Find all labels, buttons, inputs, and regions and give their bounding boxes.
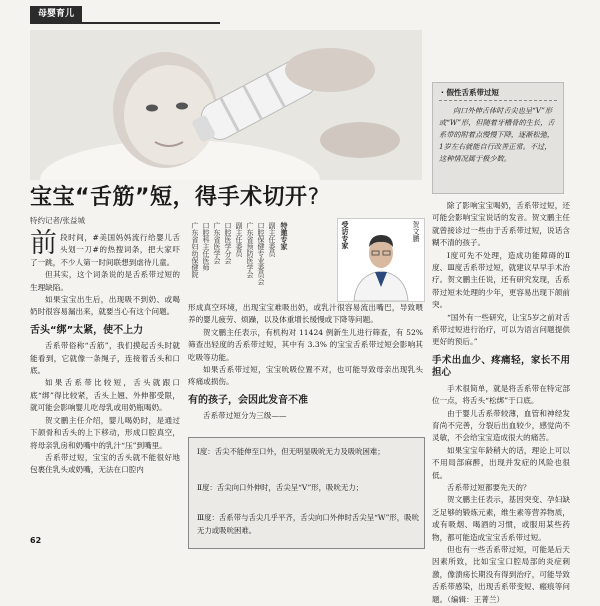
lead-text: 段时间，#美国妈妈流行给婴儿舌头划一刀#的热搜词条，把大家吓了一跳，不少人第一时间联想到虐待儿童。 [30, 233, 180, 267]
section-tag: 母婴育儿 [30, 6, 82, 22]
paragraph: 贺文鹏主任表示，基因突变、孕妇缺乏足够的锻炼元素，维生素等营养物质，或有吸烟、喝酒的习惯，或服用某些药物，都可能造成宝宝舌系带过短。 [432, 495, 570, 542]
expert-line: 口腔保健专业委员会 [257, 222, 265, 285]
paragraph: 但其实，这个词条说的是舌系带过短的生理缺陷。 [30, 270, 180, 292]
grade-item: Ⅱ度：舌尖向口外伸时，舌尖呈“V”形，吸吮无力； [197, 483, 364, 492]
paragraph: 如果宝宝出生后，出现吸不到奶、或喝奶时很容易漏出来，就要当心有这个问题。 [30, 295, 180, 317]
headline-part1: 宝宝 [30, 185, 76, 210]
byline: 特约记者/张益城 [30, 216, 86, 225]
doctor-name: 贺文鹏 [412, 221, 420, 242]
subheading: 手术出血少、疼痛轻，家长不用担心 [432, 354, 570, 379]
sidebar-title: · 假性舌系带过短 [441, 88, 499, 97]
paragraph: 舌系带过短，宝宝的舌头就不能很好地包裹住乳头或奶嘴，无法在口腔内 [30, 452, 180, 475]
paragraph: 舌系带俗称“舌筋”，我们摸起舌头时就能看到，它就像一条绳子，连接着舌头和口底。 [30, 341, 180, 376]
hero-photo-baby-bottle [30, 30, 422, 180]
grade-item: Ⅰ度：舌尖不能伸至口外，但无明显吸吮无力及吸吮困难； [197, 447, 385, 456]
paragraph: 形成真空环境，出现宝宝难吸出奶，或乳汁很容易流出嘴巴，导致喂养的婴儿疲劳、烦躁，以及体重增长缓慢或下降等问题。 [188, 303, 423, 325]
page-number: 62 [30, 536, 42, 545]
paragraph: 如果舌系带过短，宝宝吮吸位置不对，也可能导致母亲出现乳头疼痛或损伤。 [188, 365, 423, 387]
baby-bottle-illustration [30, 30, 422, 180]
article-column-2 [188, 302, 423, 423]
paragraph: 除了影响宝宝喝奶，舌系带过短，还可能会影响宝宝说话的发音。贺文鹏主任就曾接诊过一些由于舌系带过短，说话含糊不清的孩子。 [432, 201, 570, 248]
expert-line: 特邀专家 [280, 222, 289, 250]
paragraph: “国外有一些研究，让宝5岁之前对舌系带过短进行治疗，可以为语言问题提供更好的预后。” [432, 312, 570, 347]
lead-paragraph [30, 228, 180, 269]
paragraph: 如果舌系带比较短，舌头就跟口底“绑”得比较紧，舌头上翘、外伸都受限，就可能会影响婴儿吃母乳或用奶瓶喝奶。 [30, 378, 180, 413]
paragraph: 但也有一些舌系带过短，可能是后天因素所致，比如宝宝口腔局部的炎症刺激，像溃疡长期没有得到治疗，可能导致舌系带感染，出现舌系带变短、瘢痕等问题。（编辑：王菁兰） [432, 544, 570, 604]
expert-line: 广东省预防医学会 [246, 222, 254, 278]
paragraph: Ⅰ度可先不处理，造成功能障碍的Ⅱ度、Ⅲ度舌系带过短，就建议早早手术治疗。贺文鹏主任说，还有研究发现，舌系带过短未处理的少年，更容易出现下颌前突。 [432, 250, 570, 310]
paragraph: 手术很简单，就是将舌系带在特定部位一点，将舌头“松绑”于口底。 [432, 383, 570, 406]
article-headline [30, 180, 320, 211]
expert-line: 广东省妇幼保健院 [191, 222, 199, 278]
sidebar-box [432, 82, 564, 194]
expert-line: 副主任委员 [268, 222, 276, 257]
headline-part2: 短，得手术切开 [149, 185, 308, 210]
grade-box [188, 437, 425, 549]
sidebar-content [439, 100, 557, 165]
drop-cap: 前 [30, 228, 57, 259]
doctor-portrait [337, 218, 425, 302]
doctor-label: 受访专家 [341, 221, 349, 249]
expert-line: 口腔医学分会 [224, 222, 232, 264]
headline-qmark: ? [307, 185, 320, 210]
paragraph: 贺文鹏主任表示，有机构对 11424 例新生儿进行筛查，有 52% 筛查出轻度的舌系带过短，其中有 3.3% 的宝宝舌系带过短会影响其吃吸等功能。 [188, 327, 423, 362]
paragraph: 如果宝宝年龄稍大的话，理论上可以不用局部麻醉，出现并发症的风险也很低。 [432, 445, 570, 480]
paragraph: 舌系带过短都要先天的？ [447, 482, 531, 492]
article-column-1 [30, 228, 180, 477]
expert-credentials [190, 222, 335, 300]
expert-line: 口腔科主任医师 [202, 222, 210, 271]
paragraph: 贺文鹏主任介绍，婴儿喝奶时，是通过下颌骨和舌头的上下移动，形成口腔真空，将母亲乳房和奶嘴中的乳汁“压”到嘴里。 [30, 415, 180, 450]
paragraph: 由于婴儿舌系带较薄，血管和神经发育尚不完善，分裂后出血较少，感觉尚不灵敏，不会给宝宝造成很大的痛苦。 [432, 408, 570, 443]
subheading: 舌头“绑”太紧，使不上力 [30, 324, 144, 336]
expert-line: 副主任委员 [235, 222, 243, 257]
headline-quoted: “舌筋” [75, 185, 150, 210]
subheading: 有的孩子，会因此发音不准 [188, 394, 308, 406]
expert-line: 广东省医学会 [213, 222, 221, 264]
section-rule [30, 22, 220, 24]
paragraph: 舌系带过短分为三级—— [203, 411, 287, 421]
sidebar-text: 向口外伸舌体时舌尖也呈“V”形或“W”形，但随着牙槽骨的生长，舌系带的附着点慢慢下降，逐渐松弛，1岁左右就能自行改善正常。不过，这种情况属于极少数。 [439, 106, 555, 163]
doctor-photo [350, 225, 412, 301]
grade-item: Ⅲ度：舌系带与舌尖几乎平齐，舌尖向口外伸时舌尖呈“W”形，吸吮无力或吸吮困难。 [197, 513, 419, 535]
article-column-3 [432, 200, 570, 606]
